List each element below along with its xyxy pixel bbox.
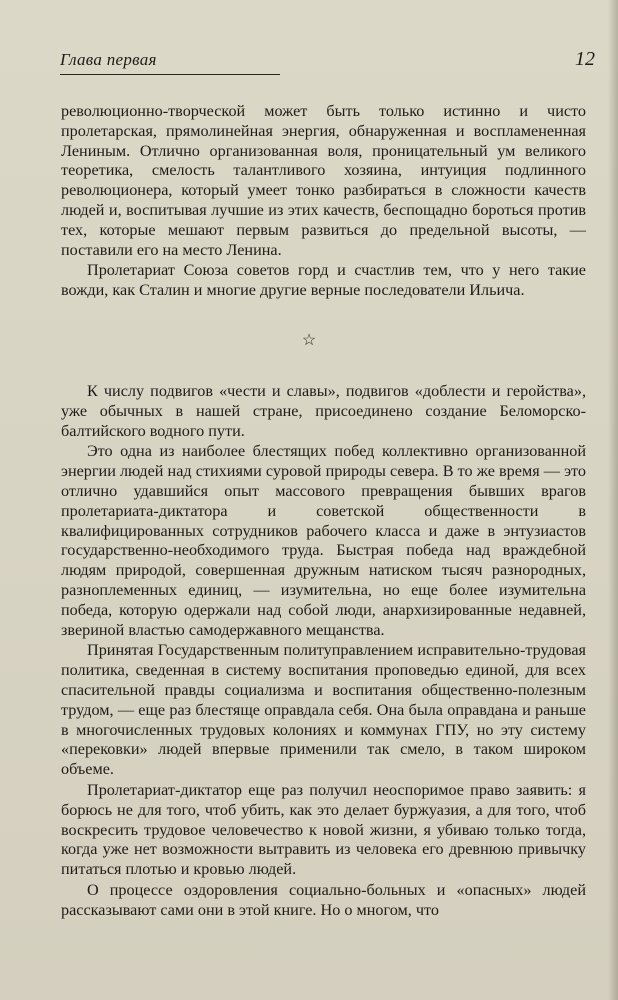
text-block-top [61,102,586,301]
page-edge-shadow [608,0,618,1000]
paragraph: Пролетариат Союза советов горд и счастлив тем, что у него такие вожди, как Сталин и многие другие верные последователи Ильича. [61,261,586,300]
paragraph: О процессе оздоровления социально-больных и «опасных» людей рассказывают сами они в этой книге. Но о многом, что [61,880,586,919]
paragraph: Принятая Государственным политуправлением исправительно-трудовая политика, сведенная в систему воспитания проповедью единой, для всех спасительной правды социализма и воспитания общественно-полезным трудом, — еще раз блестяще оправдала себя. Она была оправдана и раньше в многочисленных трудовых колониях и коммунах ГПУ, но эту систему «перековки» людей впервые применили так смело, в таком широком объеме. [61,641,586,779]
page-number: 12 [575,48,595,70]
paragraph: К числу подвигов «чести и славы», подвигов «доблести и геройства», уже обычных в нашей стране, присоединено создание Беломорско-балтийского водного пути. [61,382,586,440]
header-rule [60,74,280,75]
text-block-bottom [61,382,586,921]
paragraph: революционно-творческой может быть только истинно и чисто пролетарская, прямолинейная энергия, обнаруженная и воспламененная Лениным. Отлично организованная воля, проницательный ум великого теоретика, смелость талантливого хозяина, интуиция подлинного революционера, который умеет тонко разбираться в сложности качеств людей и, воспитывая лучшие из этих качеств, беспощадно бороться против тех, которые мешают первым развиться до предельной высоты, — поставили его на место Ленина. [61,102,586,259]
chapter-title: Глава первая [60,50,157,69]
paragraph: Пролетариат-диктатор еще раз получил неоспоримое право заявить: я борюсь не для того, чтоб убить, как это делает буржуазия, а для того, чтоб воскресить трудовое человечество к новой жизни, я убиваю только тогда, когда уже нет возможности вытравить из человека его древнюю привычку питаться плотью и кровью людей. [61,780,586,879]
running-head [60,48,595,76]
paragraph: Это одна из наиболее блестящих побед коллективно организованной энергии людей над стихиями суровой природы севера. В то же время — это отлично удавшийся опыт массового превращения бывших врагов пролетариата-диктатора и советской общественности в квалифицированных сотрудников рабочего класса и даже в энтузиастов государственно-необходимого труда. Быстрая победа над враждебной людям природой, совершенная дружным натиском тысяч разнородных, разноплеменных единиц, — изумительна, но еще более изумительна победа, которую одержали над собой люди, анархизированные недавней, звериной властью самодержавного мещанства. [61,442,586,639]
section-separator-star-icon: ☆ [301,332,317,349]
